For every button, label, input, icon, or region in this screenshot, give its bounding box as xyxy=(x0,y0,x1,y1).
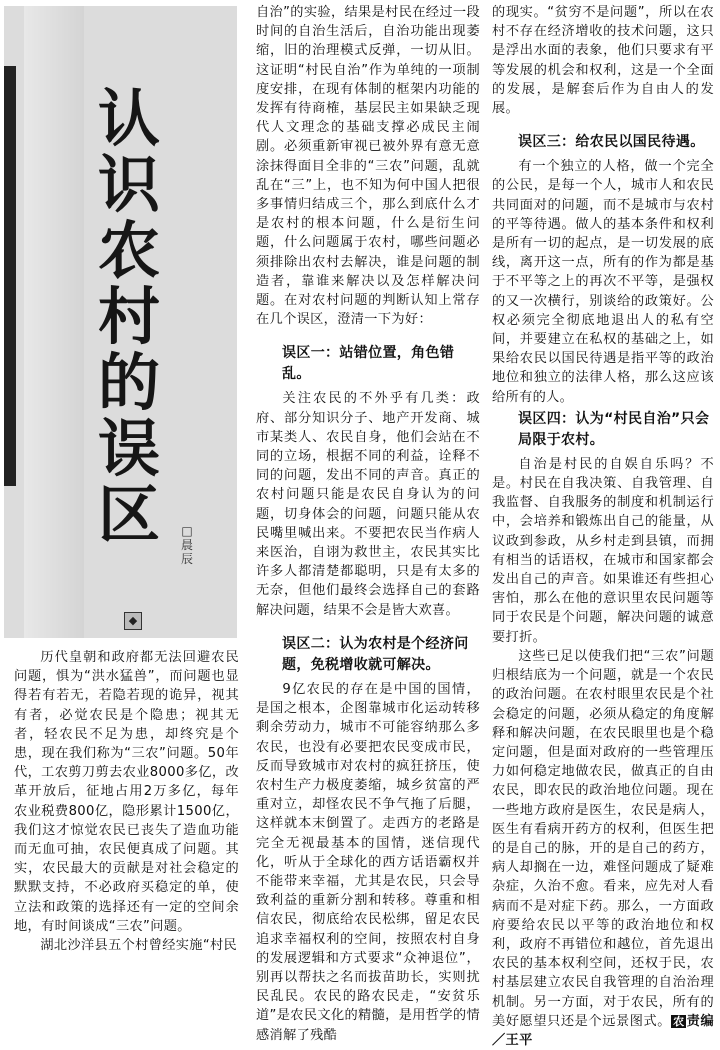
section-heading-1: 误区一：站错位置，角色错乱。 xyxy=(282,345,455,383)
title-char: 误 xyxy=(97,412,160,485)
intro-paragraph: 历代皇朝和政府都无法回避农民问题，惧为“洪水猛兽”，而问题也显得若有若无，若隐若现的诡异，视其有者，必觉农民是个隐患；视其无者，轻农民不足为患，却终究是个患，现在我们称为“三农”问题。50年代，工农剪刀剪去农业8000多亿，改革开放后，征地占用2万多亿，每年农业税费800亿，隐形累计1500亿，我们这才惊觉农民已丧失了造血功能而无血可抽，农民便真成了问题。其实，农民最大的贡献是对社会稳定的默默支持，不必政府买稳定的单，使立法和政策的选择还有一定的空间余地，有时间谈成“三农”问题。 xyxy=(14,650,239,934)
editor-credit: 责编／王平 xyxy=(492,1013,714,1048)
title-char: 识 xyxy=(97,148,160,221)
title-char: 的 xyxy=(97,346,160,419)
body-paragraph: 有一个独立的人格，做一个完全的公民，是每一个人，城市人和农民共同面对的问题，而不是城市与农村的平等待遇。做人的基本条件和权利是所有一切的起点，是一切发展的底线，离开这一点，所有的作为都是基于不平等之上的再次不平等，是强权的又一次横行，别谈给的政策好。公权必须完全彻底地退出人的私有空间，并要建立在私权的基础之上，如果给农民以国民待遇是指平等的政治地位和独立的法律人格，那么这应该给所有的人。 xyxy=(492,159,714,405)
section-heading-2: 误区二：认为农村是个经济问题，免税增收就可解决。 xyxy=(282,635,469,673)
body-paragraph: 9亿农民的存在是中国的国情，是国之根本，企图靠城市化运动转移剩余劳动力，城市不可能容纳那么多农民，也没有必要把农民变成市民，反而导致城市对农村的疯狂挤压，使农村生产力极度萎缩，城乡贫富的严重对立，却怪农民不争气拖了后腿，这样就本末倒置了。走西方的老路是完全无视最基本的国情，迷信现代化，听从于全球化的西方话语霸权并不能带来幸福，尤其是农民，只会导致利益的重新分割和转移。尊重和相信农民，彻底给农民松绑，留足农民追求幸福权利的空间，按照农村自身的发展逻辑和方式要求“众神退位”，别再以帮扶之名而拔苗助长，实则扰民乱民。农民的路农民走，“安贫乐道”是农民文化的精髓，是用哲学的情感消解了残酷 xyxy=(256,681,480,1043)
body-paragraph: 自治是村民的自娱自乐吗？不是。村民在自我决策、自我管理、自我监督、自我服务的制度和机制运行中，会培养和锻炼出自己的能量，从议政到参政，从乡村走到县镇，而拥有相当的话语权，在城市和国家都会发出自己的声音。如果谁还有些担心害怕，那么在他的意识里农民问题等同于农民是个问题，解决问题的诚意要打折。 xyxy=(492,456,714,645)
intro-paragraph-start: 湖北沙洋县五个村曾经实施“村民 xyxy=(40,938,238,954)
right-column xyxy=(492,3,714,1050)
left-column xyxy=(14,648,239,955)
section-heading-4: 误区四：认为“村民自治”只会局限于农村。 xyxy=(518,410,710,448)
body-paragraph: 自治”的实验，结果是村民在经过一段时间的自治生活后，自治功能出现萎缩，旧的治理模式反弹，一切从旧。这证明“村民自治”作为单纯的一项制度安排，在现有体制的框架内功能的发挥有待商榷，基层民主如果缺乏现代人文理念的基础支撑必成民主闹剧。必须重新审视已被外界有意无意涂抹得面目全非的“三农”问题，乱就乱在“三”上，也不知为何中国人把很多事情归结成三个，那么到底什么才是农村的根本问题，什么是衍生问题，什么问题属于农村，哪些问题必须排除出农村去解决，谁是问题的制造者，靠谁来解决以及怎样解决问题。在对农村问题的判断认知上常存在几个误区，澄清一下为好： xyxy=(256,5,480,328)
body-paragraph: 的现实。“贫穷不是问题”，所以在农村不存在经济增收的技术问题，这只是浮出水面的表象，他们只要求有平等发展的机会和权利，这是一个全面的发展，是解套后作为自由人的发展。 xyxy=(492,5,714,117)
title-char: 农 xyxy=(97,214,160,287)
closing-paragraph: 这些已足以使我们把“三农”问题归根结底为一个问题，就是一个农民的政治问题。在农村眼里农民是个社会稳定的问题，必须从稳定的角度解释和解决问题，在农民眼里也是个稳定问题，但是面对政府的一些管理压力如何稳定地做农民，做真正的自由农民，即农民的政治地位问题。现在一些地方政府是医生，农民是病人，医生有看病开药方的权利，但医生把的是自己的脉，开的是自己的药方，病人却搁在一边，难怪问题成了疑难杂症，久治不愈。看来，应先对人看病而不是对症下药。那么，一方面政府要给农民以平等的政治地位和权利，政府不再错位和越位，首先退出农民的基本权利空间，还权于民，农村基层建立农民自我管理的自治治理机制。另一方面，对于农民，所有的美好愿望只还是个远景图式。 xyxy=(492,648,714,1029)
body-paragraph: 关注农民的不外乎有几类：政府、部分知识分子、地产开发商、城市某类人、农民自身，他们会站在不同的立场，根据不同的利益，诠释不同的问题，发出不同的声音。真正的农村问题只能是农民自身认为的问题，切身体会的问题，问题只能从农民嘴里喊出来。不要把农民当作病人来医治，自诩为救世主，农民其实比许多人都清楚都聪明，只是有太多的无奈，但他们最终会选择自己的套路解决问题，结果不会是皆大欢喜。 xyxy=(256,391,480,618)
author-byline: □ 晨辰 xyxy=(180,524,193,566)
decorative-streak xyxy=(24,6,84,638)
decorative-strip xyxy=(4,66,16,486)
title-char: 村 xyxy=(97,280,160,353)
section-heading-3: 误区三：给农民以国民待遇。 xyxy=(518,134,705,151)
title-char: 认 xyxy=(97,82,160,155)
title-char: 区 xyxy=(97,478,160,551)
middle-column xyxy=(256,3,480,1045)
title-panel xyxy=(4,6,237,638)
section-logo: 农 xyxy=(673,1014,685,1028)
body-paragraph xyxy=(492,647,714,1050)
article-title xyxy=(89,82,169,551)
fleuron-icon: ◆ xyxy=(124,612,142,630)
